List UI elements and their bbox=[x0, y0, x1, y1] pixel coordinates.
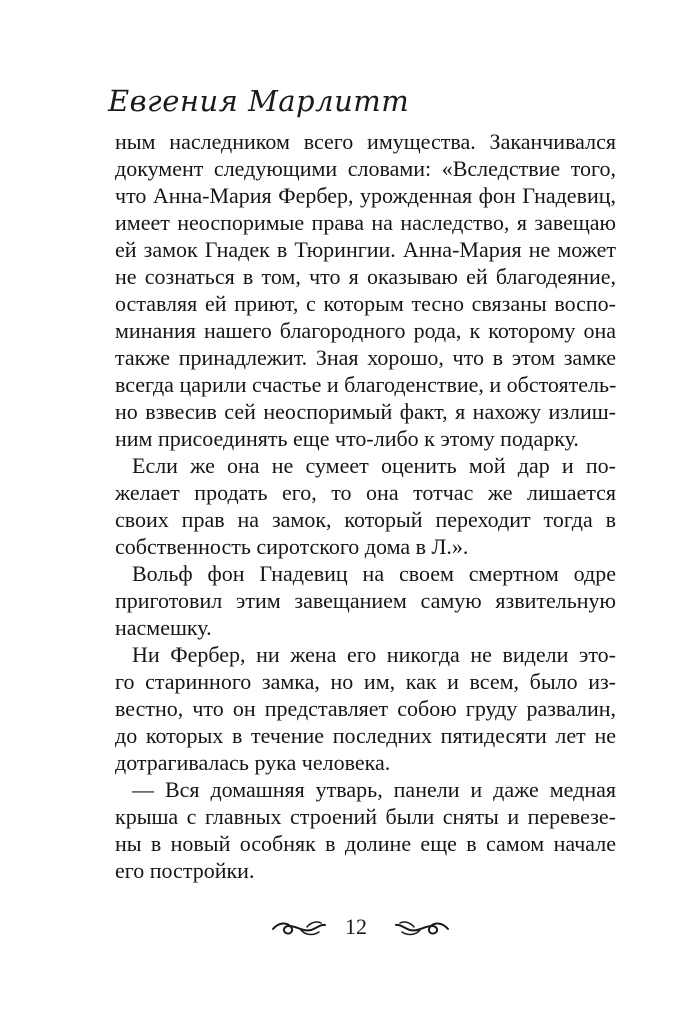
text-line: собственность сиротского дома в Л.». bbox=[115, 534, 469, 559]
text-line: всегда царили счастье и благоденствие, и обстоятель- bbox=[115, 372, 617, 397]
text-line: оставляя ей приют, с которым тесно связаны воспо- bbox=[115, 291, 616, 316]
text-line: ним присоединять еще что-либо к этому подарку. bbox=[115, 426, 579, 451]
text-line: документ следующими словами: «Вследствие того, bbox=[115, 156, 616, 181]
text-line: го старинного замка, но им, как и всем, было из- bbox=[115, 669, 616, 694]
text-line: минания нашего благородного рода, к которому она bbox=[115, 318, 616, 343]
paragraph bbox=[115, 128, 616, 452]
text-line: — Вся домашняя утварь, панели и даже медная bbox=[132, 777, 616, 802]
paragraph bbox=[115, 560, 616, 641]
text-line: имеет неоспоримые права на наследство, я завещаю bbox=[115, 210, 616, 235]
text-line: желает продать его, то она тотчас же лишается bbox=[115, 480, 616, 505]
text-line: что Анна-Мария Фербер, урожденная фон Гнадевиц, bbox=[115, 183, 616, 208]
text-line: Вольф фон Гнадевиц на своем смертном одре bbox=[132, 561, 616, 586]
paragraph bbox=[115, 641, 616, 776]
text-line: Ни Фербер, ни жена его никогда не видели это- bbox=[132, 642, 616, 667]
paragraph bbox=[115, 452, 616, 560]
text-line: до которых в течение последних пятидесяти лет не bbox=[115, 723, 616, 748]
text-line: своих прав на замок, который переходит тогда в bbox=[115, 507, 616, 532]
text-line: приготовил этим завещанием самую язвительную bbox=[115, 588, 616, 613]
text-line: также принадлежит. Зная хорошо, что в этом замке bbox=[115, 345, 616, 370]
flourish-ornament-left-icon bbox=[271, 914, 327, 940]
text-line: дотрагивалась рука человека. bbox=[115, 750, 391, 775]
body-text bbox=[115, 128, 616, 884]
page-number: 12 bbox=[345, 914, 367, 939]
text-line: насмешку. bbox=[115, 615, 212, 640]
flourish-ornament-right-icon bbox=[394, 914, 450, 940]
text-line: его постройки. bbox=[115, 858, 255, 883]
text-line: не сознаться в том, что я оказываю ей благодеяние, bbox=[115, 264, 616, 289]
text-line: ным наследником всего имущества. Заканчивался bbox=[115, 129, 616, 154]
paragraph bbox=[115, 776, 616, 884]
running-header-author: Евгения Марлитт bbox=[108, 84, 410, 118]
text-line: ны в новый особняк в долине еще в самом начале bbox=[115, 831, 616, 856]
page-footer bbox=[0, 910, 691, 950]
text-line: Если же она не сумеет оценить мой дар и по- bbox=[132, 453, 616, 478]
text-line: ей замок Гнадек в Тюрингии. Анна-Мария не может bbox=[115, 237, 616, 262]
text-line: крыша с главных строений были сняты и перевезе- bbox=[115, 804, 616, 829]
text-line: но взвесив сей неоспоримый факт, я нахожу излиш- bbox=[115, 399, 616, 424]
text-line: вестно, что он представляет собою груду развалин, bbox=[115, 696, 616, 721]
